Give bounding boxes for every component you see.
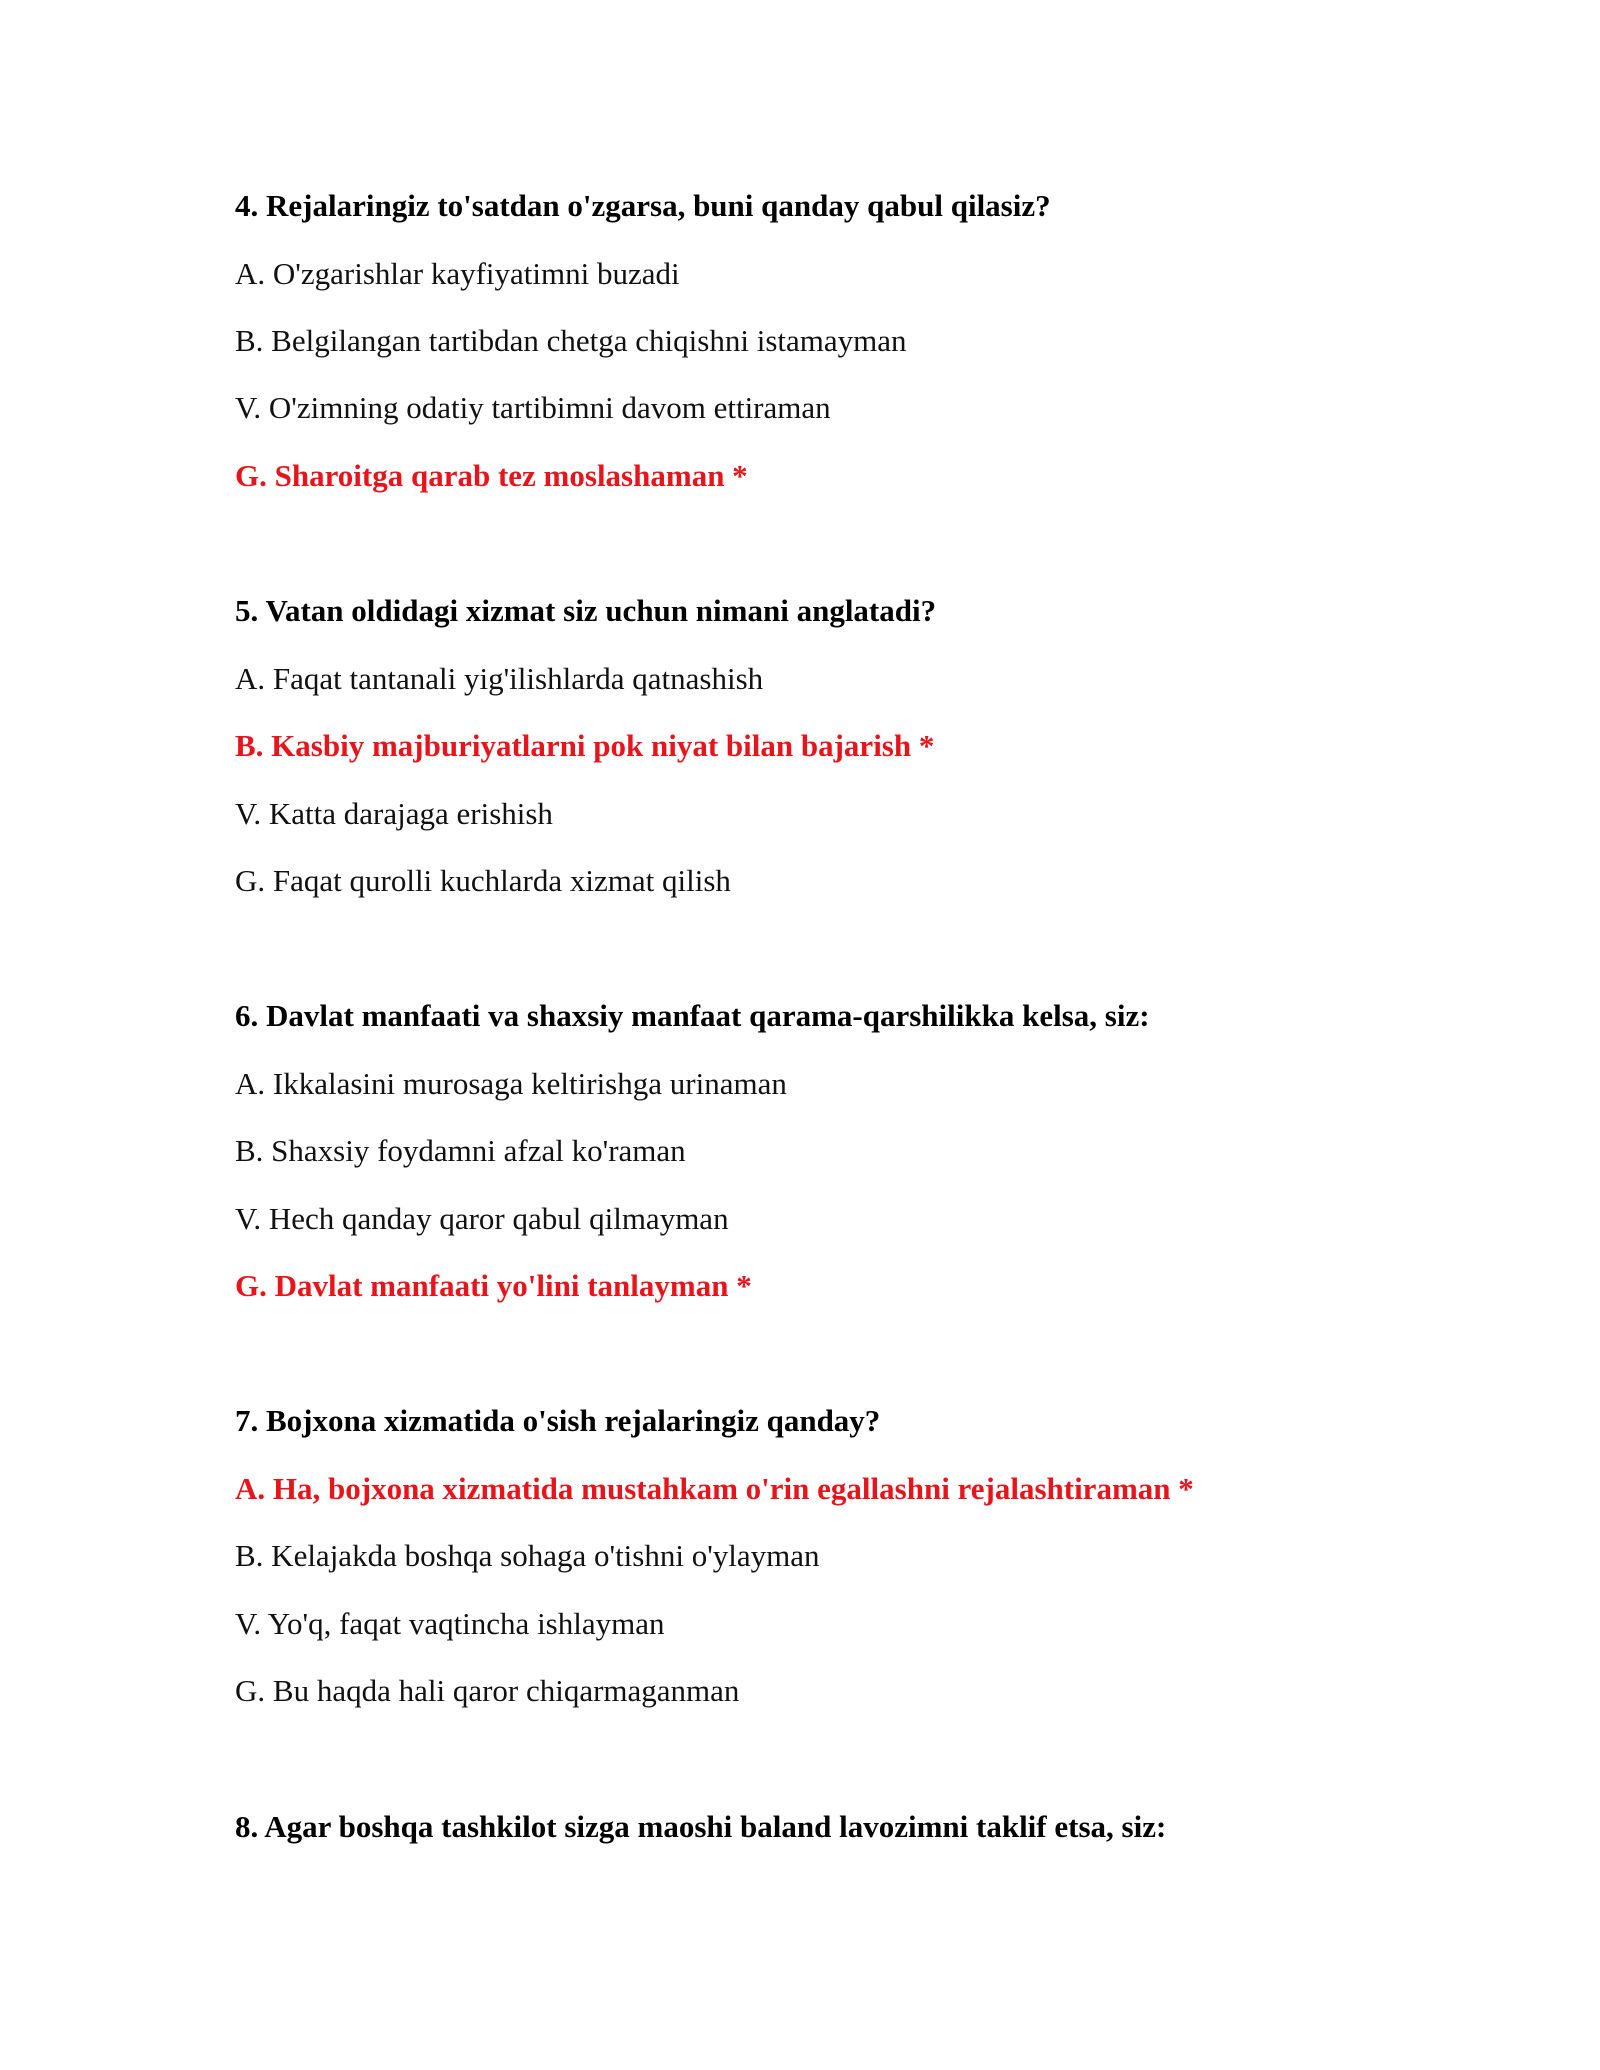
question-6-option-g-correct: G. Davlat manfaati yo'lini tanlayman * (235, 1268, 752, 1303)
question-8-title: 8. Agar boshqa tashkilot sizga maoshi baland lavozimni taklif etsa, siz: (235, 1809, 1167, 1844)
question-5-title: 5. Vatan oldidagi xizmat siz uchun nimani anglatadi? (235, 593, 937, 628)
question-4-title: 4. Rejalaringiz to'satdan o'zgarsa, buni qanday qabul qilasiz? (235, 188, 1051, 223)
question-7-option-v: V. Yo'q, faqat vaqtincha ishlayman (235, 1606, 665, 1641)
question-4-option-b: B. Belgilangan tartibdan chetga chiqishni istamayman (235, 323, 907, 358)
question-7-option-a-correct: A. Ha, bojxona xizmatida mustahkam o'rin egallashni rejalashtiraman * (235, 1471, 1194, 1506)
question-5-option-b-correct: B. Kasbiy majburiyatlarni pok niyat bilan bajarish * (235, 728, 935, 763)
question-7-title: 7. Bojxona xizmatida o'sish rejalaringiz qanday? (235, 1403, 881, 1438)
question-5-option-v: V. Katta darajaga erishish (235, 796, 553, 831)
question-4-option-a: A. O'zgarishlar kayfiyatimni buzadi (235, 256, 680, 291)
question-4-option-g-correct: G. Sharoitga qarab tez moslashaman * (235, 458, 748, 493)
question-4-option-v: V. O'zimning odatiy tartibimni davom ettiraman (235, 390, 831, 425)
question-6-option-b: B. Shaxsiy foydamni afzal ko'raman (235, 1133, 686, 1168)
question-6-option-a: A. Ikkalasini murosaga keltirishga urinaman (235, 1066, 787, 1101)
question-7-option-g: G. Bu haqda hali qaror chiqarmaganman (235, 1673, 740, 1708)
question-5-option-a: A. Faqat tantanali yig'ilishlarda qatnashish (235, 661, 764, 696)
question-5-option-g: G. Faqat qurolli kuchlarda xizmat qilish (235, 863, 731, 898)
question-6-title: 6. Davlat manfaati va shaxsiy manfaat qarama-qarshilikka kelsa, siz: (235, 998, 1150, 1033)
question-7-option-b: B. Kelajakda boshqa sohaga o'tishni o'ylayman (235, 1538, 820, 1573)
question-6-option-v: V. Hech qanday qaror qabul qilmayman (235, 1201, 729, 1236)
